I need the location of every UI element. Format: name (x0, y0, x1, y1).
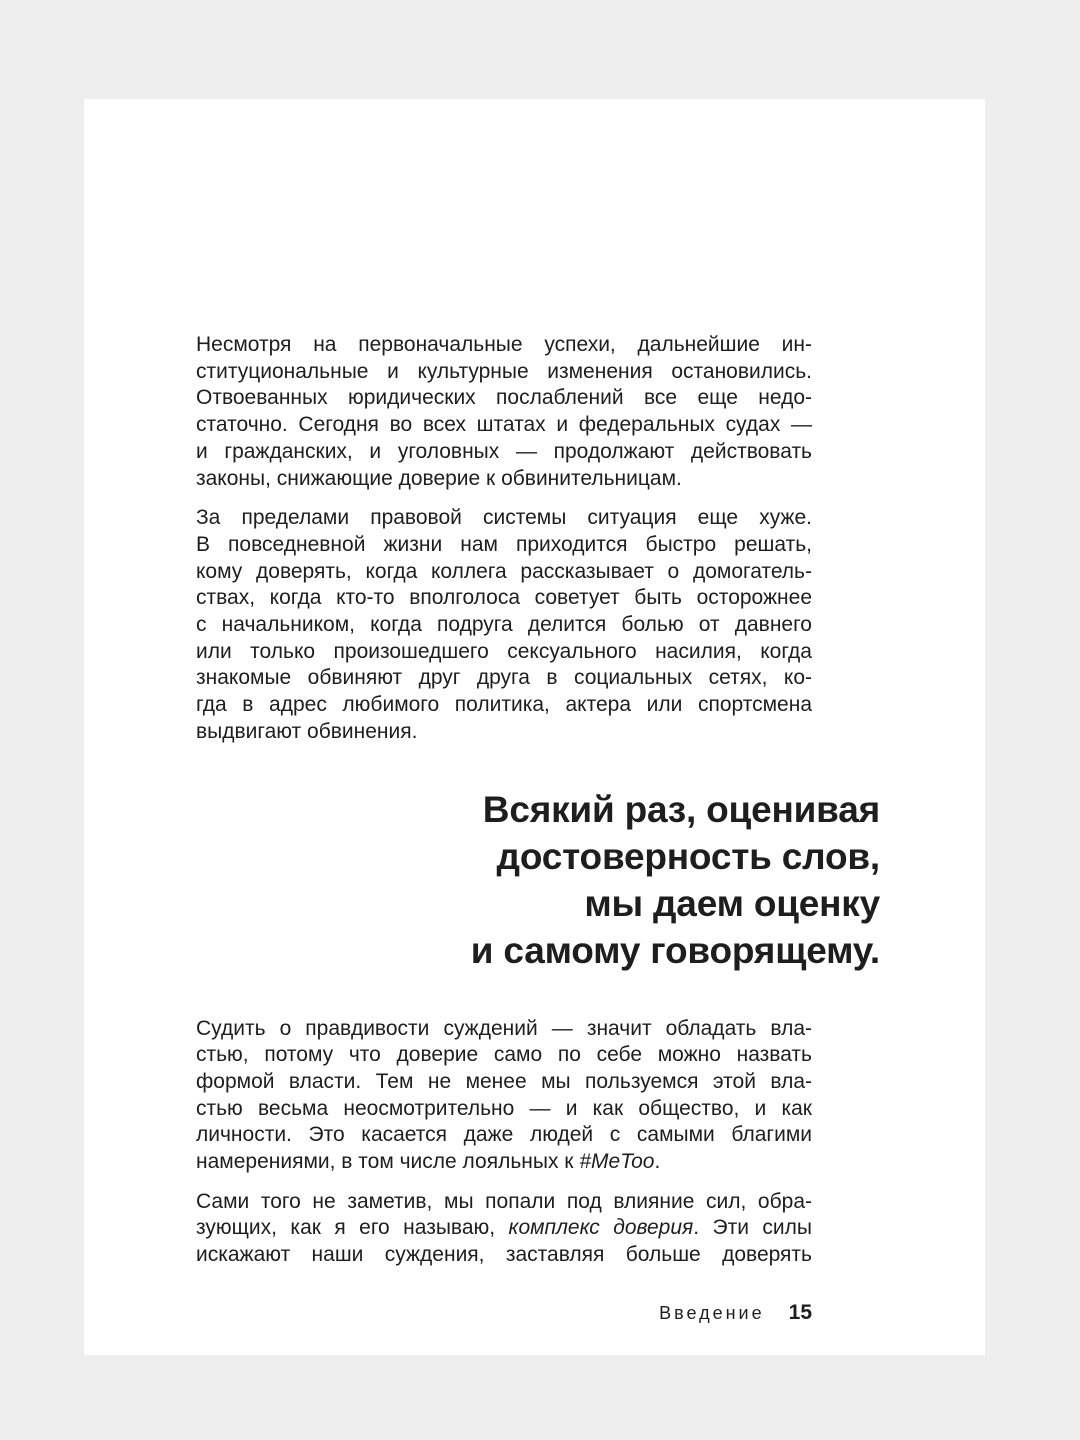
text-line: стью, потому что доверие само по себе можно назвать (196, 1043, 812, 1067)
text-line: и гражданских, и уголовных — продолжают действовать (196, 439, 812, 463)
quote-line: мы даем оценку (584, 882, 880, 924)
quote-line: достоверность слов, (496, 835, 880, 877)
text-line: выдвигают обвинения. (196, 719, 418, 743)
text-column (196, 332, 880, 1325)
page-footer (196, 1301, 812, 1325)
body-text (196, 332, 880, 1269)
text-line: Сами того не заметив, мы попали под влияние сил, обра- (196, 1189, 812, 1213)
text-line: кому доверять, когда коллега рассказывает о домогатель- (196, 559, 812, 583)
text-line: формой власти. Тем не менее мы пользуемся этой вла- (196, 1069, 812, 1093)
text-line: Отвоеванных юридических послаблений все еще недо- (196, 386, 812, 410)
footer-section-title: Введение (659, 1302, 765, 1323)
body-paragraph (196, 505, 812, 745)
text-line: с начальником, когда подруга делится болью от давнего (196, 613, 812, 637)
text-line: За пределами правовой системы ситуация еще хуже. (196, 506, 812, 530)
text-line: ствах, когда кто-то вполголоса советует быть осторожнее (196, 586, 812, 610)
text-line: или только произошедшего сексуального насилия, когда (196, 639, 812, 663)
text-line: В повседневной жизни нам приходится быстро решать, (196, 532, 812, 556)
italic-term: #MeToo (579, 1150, 655, 1174)
quote-line: и самому говорящему. (470, 929, 880, 971)
book-page (84, 99, 985, 1355)
body-paragraph (196, 1189, 812, 1269)
text-line: Судить о правдивости суждений — значит обладать вла- (196, 1016, 812, 1040)
text-line: статочно. Сегодня во всех штатах и федеральных судах — (196, 413, 812, 437)
body-paragraph (196, 1016, 812, 1176)
pull-quote (196, 786, 880, 974)
text-line: ституциональные и культурные изменения остановились. (196, 359, 812, 383)
italic-term: комплекс доверия (508, 1216, 694, 1240)
text-line: стью весьма неосмотрительно — и как общество, и как (196, 1096, 812, 1120)
text-line: искажают наши суждения, заставляя больше доверять (196, 1243, 812, 1267)
footer-page-number: 15 (788, 1300, 812, 1324)
text-line: Несмотря на первоначальные успехи, дальнейшие ин- (196, 333, 812, 356)
text-line: законы, снижающие доверие к обвинительницам. (196, 466, 682, 490)
text-line: знакомые обвиняют друг друга в социальных сетях, ко- (196, 666, 812, 690)
body-paragraph (196, 332, 812, 492)
text-line: намерениями, в том числе лояльных к #MeToo. (196, 1150, 661, 1174)
text-line: зующих, как я его называю, комплекс доверия. Эти силы (196, 1216, 812, 1240)
text-line: личности. Это касается даже людей с самыми благими (196, 1123, 812, 1147)
text-line: гда в адрес любимого политика, актера или спортсмена (196, 693, 812, 717)
quote-line: Всякий раз, оценивая (482, 788, 880, 830)
